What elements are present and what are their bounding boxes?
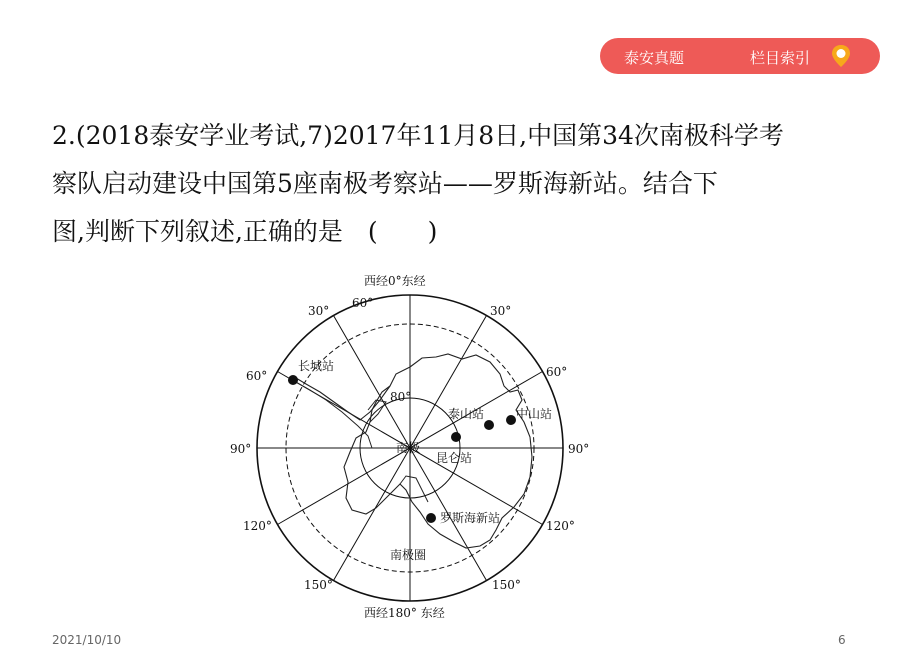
station-zhongshan-marker [506, 415, 516, 425]
label-90-left: 90° [230, 442, 252, 456]
label-south-pole: 南极 [396, 441, 421, 455]
label-taishan: 泰山站 [448, 407, 485, 421]
label-60-right: 60° [546, 365, 568, 379]
tab-taian-exam[interactable]: 泰安真题 [624, 49, 685, 67]
station-great-wall-marker [288, 375, 298, 385]
question-text [52, 112, 842, 256]
station-kunlun-marker [451, 432, 461, 442]
label-lat-80: 80° [390, 390, 412, 404]
label-60-left: 60° [246, 369, 268, 383]
label-150-right: 150° [492, 578, 521, 592]
label-150-left: 150° [304, 578, 333, 592]
label-30-left: 30° [308, 304, 330, 318]
station-ross-sea-marker [426, 513, 436, 523]
footer-date: 2021/10/10 [52, 633, 122, 647]
label-great-wall: 长城站 [298, 359, 335, 373]
label-zhongshan: 中山站 [516, 407, 553, 421]
station-taishan-marker [484, 420, 494, 430]
question-line-2: 察队启动建设中国第5座南极考察站——罗斯海新站。结合下 [52, 169, 718, 198]
label-antarctic-circle: 南极圈 [390, 548, 427, 562]
section-nav-bar [600, 38, 880, 74]
antarctic-peninsula [296, 378, 390, 420]
label-120-right: 120° [546, 519, 575, 533]
question-line-1: 2.(2018泰安学业考试,7)2017年11月8日,中国第34次南极科学考 [52, 121, 784, 150]
label-ross-sea: 罗斯海新站 [440, 511, 501, 525]
label-bottom-meridian: 西经180° 东经 [364, 606, 445, 620]
location-pin-icon[interactable] [830, 44, 852, 68]
question-line-3: 图,判断下列叙述,正确的是 ( ) [52, 217, 438, 246]
label-90-right: 90° [568, 442, 590, 456]
label-kunlun: 昆仑站 [436, 451, 473, 465]
page-number: 6 [838, 633, 846, 647]
label-30-right: 30° [490, 304, 512, 318]
label-60-top: 60° [352, 296, 374, 310]
label-top-meridian: 西经0°东经 [364, 274, 426, 288]
tab-section-index[interactable]: 栏目索引 [750, 49, 811, 67]
antarctica-polar-map [200, 262, 620, 624]
label-120-left: 120° [243, 519, 272, 533]
